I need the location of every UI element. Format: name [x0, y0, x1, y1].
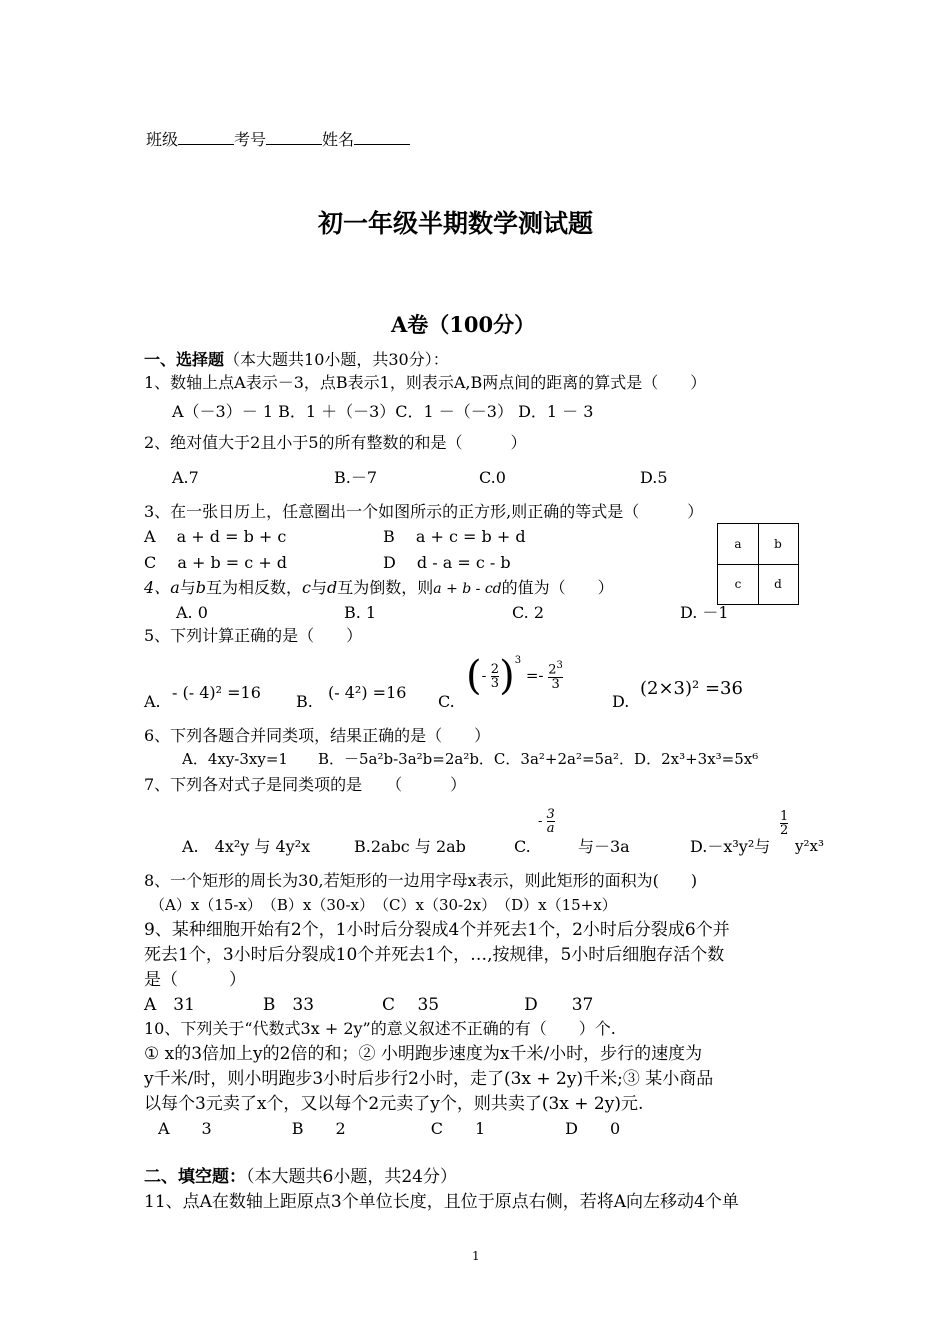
q5-label-b: B.: [296, 692, 313, 711]
q6-stem: 6、下列各题合并同类项，结果正确的是（ ）: [144, 726, 491, 745]
q5-expr-a: - (- 4)² =16: [172, 683, 261, 702]
q4-option-c: C. 2: [512, 603, 545, 622]
q2-option-c: C.0: [479, 468, 506, 487]
q6-options: A．4xy-3xy=1 B．－5a²b-3a²b=2a²b．C．3a²+2a²=5a²．D．2x³+3x³=5x⁶: [182, 750, 759, 768]
q1-stem: 1、数轴上点A表示－3，点B表示1，则表示A,B两点间的距离的算式是（ ）: [144, 373, 707, 392]
q7-option-d: D.－x³y²与: [690, 837, 771, 856]
calendar-square-figure: [717, 523, 799, 605]
q3-option-c: C a + b = c + d: [144, 553, 288, 572]
header-line: [146, 130, 410, 148]
class-blank[interactable]: [178, 130, 234, 145]
q5-expr-b: (- 4²) =16: [328, 683, 407, 702]
q5-stem: 5、下列计算正确的是（ ）: [144, 626, 363, 645]
q11-line-1: 11、点A在数轴上距原点3个单位长度，且位于原点右侧，若将A向左移动4个单: [144, 1192, 739, 1212]
exam-no-label: 考号: [234, 130, 267, 149]
section-2-title: 二、填空题：: [144, 1167, 246, 1187]
q9-line-2: 死去1个，3小时后分裂成10个并死去1个，…,按规律，5小时后细胞存活个数: [144, 945, 725, 965]
q4-text: 与: [179, 578, 196, 597]
q8-stem: 8、一个矩形的周长为30,若矩形的一边用字母x表示，则此矩形的面积为( ): [144, 871, 698, 890]
q3-option-d: D d - a = c - b: [383, 553, 511, 572]
q5-expr-c: (- $\frac{2}{3}$ )$^3$ =- $\frac{2^3}{3}$: [466, 653, 563, 699]
class-label: 班级: [146, 130, 179, 149]
q5-c-right-paren: ): [499, 653, 515, 699]
q10-line-4: 以每个3元卖了x个，又以每个2元卖了y个，则共卖了(3x + 2y)元.: [144, 1094, 644, 1114]
grid-cell-c: c: [734, 577, 742, 591]
q9-line-3: 是（ ）: [144, 970, 246, 990]
q8-options: （A）x（15-x） （B）x（30-x） （C）x（30-2x） （D）x（15+x）: [150, 896, 617, 914]
grid-cell-d: d: [774, 577, 782, 591]
q4-option-d: D. －1: [680, 603, 729, 622]
q3-option-b: B a + c = b + d: [383, 527, 526, 546]
q7-option-c-fraction: - $\frac{3}{a}$: [538, 807, 555, 836]
q5-c-fraction: $\frac{2}{3}$: [490, 661, 500, 691]
q10-line-3: y千米/时，则小明跑步3小时后步行2小时，走了(3x + 2y)千米;③ 某小商品: [144, 1069, 714, 1089]
q4-expression: a + b - cd: [433, 581, 502, 597]
q4-var-d: d: [327, 578, 338, 597]
q4-text: 的值为（ ）: [501, 578, 614, 597]
page-number: 1: [472, 1249, 480, 1263]
grid-cell-b: b: [774, 537, 782, 551]
section-1-title: 一、选择题: [144, 350, 225, 369]
q9-line-1: 9、某种细胞开始有2个，1小时后分裂成4个并死去1个，2小时后分裂成6个并: [144, 920, 730, 940]
q5-c-exponent: 3: [514, 655, 522, 666]
q5-expr-d: (2×3)² =36: [640, 678, 743, 699]
q5-label-c: C.: [438, 692, 455, 711]
section-1-note: （本大题共10小题，共30分）：: [224, 350, 449, 369]
q10-options: A 3 B 2 C 1 D 0: [158, 1119, 621, 1138]
q5-label-d: D.: [612, 692, 630, 711]
q9-options: A 31 B 33 C 35 D 37: [144, 995, 594, 1015]
q7-option-b: B.2abc 与 2ab: [354, 837, 466, 856]
q10-line-2: ① x的3倍加上y的2倍的和；② 小明跑步速度为x千米/小时，步行的速度为: [144, 1044, 703, 1064]
q7-stem: 7、下列各对式子是同类项的是 （ ）: [144, 775, 467, 794]
q10-line-1: 10、下列关于“代数式3x + 2y”的意义叙述不正确的有（ ）个.: [144, 1019, 616, 1038]
q4-var-a: a: [170, 578, 180, 597]
q2-option-b: B.－7: [334, 468, 378, 487]
section-2-heading: [144, 1169, 457, 1186]
name-label: 姓名: [322, 130, 355, 149]
q4-number: 4、: [144, 578, 171, 597]
q4-text: 互为倒数，则: [337, 578, 434, 597]
q2-option-d: D.5: [640, 468, 668, 487]
paper-subtitle: A卷（100分）: [391, 312, 536, 337]
section-1-heading: [144, 352, 449, 368]
q4-option-a: A. 0: [176, 603, 208, 622]
exam-no-blank[interactable]: [266, 130, 322, 145]
q4-option-b: B. 1: [344, 603, 377, 622]
q4-text: 与: [310, 578, 327, 597]
q5-c-left-paren: (: [466, 653, 482, 699]
q3-option-a: A a + d = b + c: [144, 527, 287, 546]
grid-cell-a: a: [734, 537, 742, 551]
q5-label-a: A.: [144, 692, 161, 711]
q5-c-minus: -: [481, 668, 491, 684]
q7-option-c-tail: 与－3a: [578, 837, 630, 856]
q7-option-c-label: C.: [514, 837, 531, 856]
q2-option-a: A.7: [172, 468, 199, 487]
section-2-note: （本大题共6小题，共24分）: [246, 1167, 457, 1187]
page-title: 初一年级半期数学测试题: [318, 209, 594, 238]
q3-stem: 3、在一张日历上，任意圈出一个如图所示的正方形,则正确的等式是（ ）: [144, 502, 704, 521]
q7-option-d-tail: y²x³: [795, 837, 824, 855]
q4-var-b: b: [195, 578, 206, 597]
q7-option-d-fraction: $\frac{1}{2}$: [780, 809, 789, 838]
q4-var-c: c: [302, 578, 311, 597]
q4-stem: [144, 580, 614, 596]
q5-c-fraction-rhs: $\frac{2^3}{3}$: [548, 660, 563, 692]
q2-stem: 2、绝对值大于2且小于5的所有整数的和是（ ）: [144, 433, 527, 452]
q1-options: A（－3）－ 1 B．1 ＋（－3）C．1 －（－3） D．1 － 3: [172, 402, 594, 421]
name-blank[interactable]: [354, 130, 410, 145]
q7-option-a: A. 4x²y 与 4y²x: [182, 837, 311, 856]
q4-text: 互为相反数，: [206, 578, 303, 597]
